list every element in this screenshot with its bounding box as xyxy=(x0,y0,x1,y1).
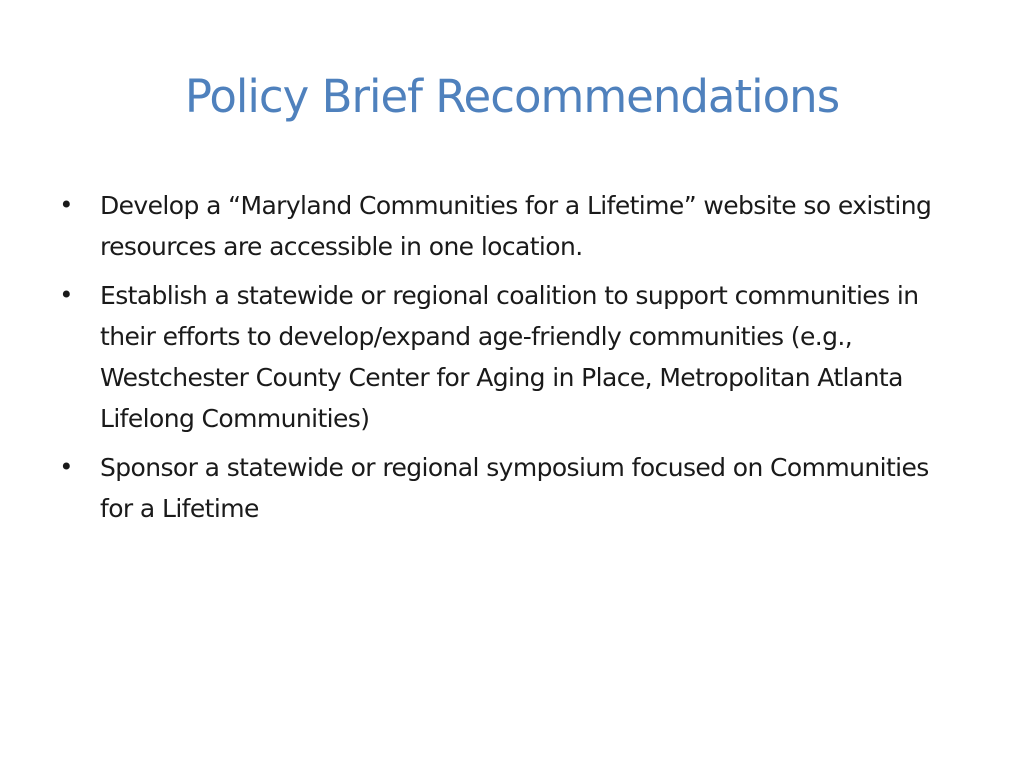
bullet-text: Sponsor a statewide or regional symposium focused on Communities for a Lifetime xyxy=(100,453,929,523)
bullet-text: Establish a statewide or regional coalition to support communities in their efforts to develop/expand age-friendly communities (e.g., Westchester County Center for Aging in Place, Metropolitan Atlanta Lifelong Communities) xyxy=(100,281,919,433)
slide-title: Policy Brief Recommendations xyxy=(184,70,840,123)
bullet-icon: • xyxy=(59,453,73,481)
bullet-item xyxy=(56,275,956,439)
bullet-text: Develop a “Maryland Communities for a Lifetime” website so existing resources are accessible in one location. xyxy=(100,191,932,261)
bullet-icon: • xyxy=(59,191,73,219)
bullet-list xyxy=(56,185,956,537)
bullet-item xyxy=(56,185,956,267)
bullet-icon: • xyxy=(59,281,73,309)
bullet-item xyxy=(56,447,956,529)
